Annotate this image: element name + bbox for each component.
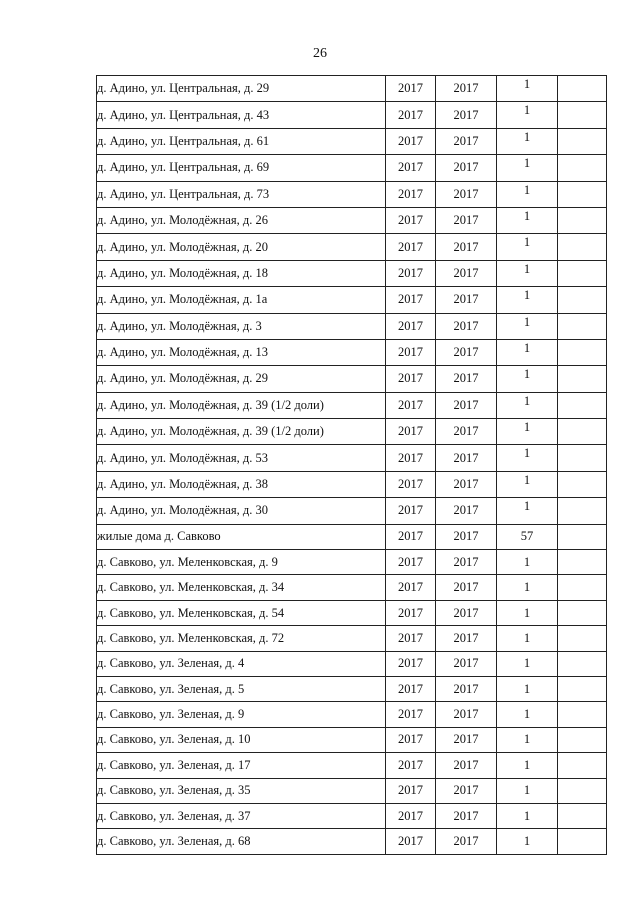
address-cell: д. Адино, ул. Молодёжная, д. 18 xyxy=(97,260,386,286)
note-cell xyxy=(558,727,607,752)
address-cell: д. Савково, ул. Зеленая, д. 37 xyxy=(97,803,386,828)
table-row xyxy=(97,366,607,392)
count-cell: 1 xyxy=(497,676,558,701)
address-cell: д. Савково, ул. Зеленая, д. 5 xyxy=(97,676,386,701)
table-row xyxy=(97,803,607,828)
year-end-cell: 2017 xyxy=(436,471,497,497)
count-cell: 1 xyxy=(497,313,558,339)
note-cell xyxy=(558,155,607,181)
note-cell xyxy=(558,753,607,778)
note-cell xyxy=(558,575,607,600)
year-start-cell: 2017 xyxy=(386,702,436,727)
note-cell xyxy=(558,524,607,549)
year-end-cell: 2017 xyxy=(436,803,497,828)
address-cell: д. Адино, ул. Центральная, д. 61 xyxy=(97,128,386,154)
address-cell: д. Адино, ул. Молодёжная, д. 39 (1/2 доли) xyxy=(97,419,386,445)
year-end-cell: 2017 xyxy=(436,575,497,600)
count-cell: 1 xyxy=(497,128,558,154)
year-end-cell: 2017 xyxy=(436,626,497,651)
year-start-cell: 2017 xyxy=(386,155,436,181)
note-cell xyxy=(558,778,607,803)
note-cell xyxy=(558,76,607,102)
note-cell xyxy=(558,445,607,471)
year-end-cell: 2017 xyxy=(436,207,497,233)
year-end-cell: 2017 xyxy=(436,676,497,701)
table-row xyxy=(97,234,607,260)
note-cell xyxy=(558,702,607,727)
address-cell: д. Савково, ул. Меленковская, д. 72 xyxy=(97,626,386,651)
count-cell: 1 xyxy=(497,471,558,497)
address-cell: д. Адино, ул. Молодёжная, д. 30 xyxy=(97,498,386,524)
address-cell: д. Савково, ул. Зеленая, д. 9 xyxy=(97,702,386,727)
table-row xyxy=(97,575,607,600)
count-cell: 1 xyxy=(497,575,558,600)
note-cell xyxy=(558,102,607,128)
table-row xyxy=(97,829,607,854)
year-end-cell: 2017 xyxy=(436,727,497,752)
year-end-cell: 2017 xyxy=(436,702,497,727)
address-cell: д. Савково, ул. Зеленая, д. 17 xyxy=(97,753,386,778)
note-cell xyxy=(558,600,607,625)
year-end-cell: 2017 xyxy=(436,287,497,313)
year-start-cell: 2017 xyxy=(386,626,436,651)
count-cell: 1 xyxy=(497,181,558,207)
note-cell xyxy=(558,676,607,701)
table-row xyxy=(97,102,607,128)
year-start-cell: 2017 xyxy=(386,260,436,286)
year-end-cell: 2017 xyxy=(436,498,497,524)
registry-table-body xyxy=(97,76,607,855)
count-cell: 1 xyxy=(497,829,558,854)
note-cell xyxy=(558,498,607,524)
year-end-cell: 2017 xyxy=(436,234,497,260)
table-row xyxy=(97,76,607,102)
year-end-cell: 2017 xyxy=(436,651,497,676)
table-row xyxy=(97,419,607,445)
count-cell: 1 xyxy=(497,234,558,260)
address-cell: д. Адино, ул. Молодёжная, д. 20 xyxy=(97,234,386,260)
note-cell xyxy=(558,651,607,676)
count-cell: 1 xyxy=(497,753,558,778)
year-end-cell: 2017 xyxy=(436,829,497,854)
note-cell xyxy=(558,181,607,207)
table-row xyxy=(97,392,607,418)
count-cell: 1 xyxy=(497,155,558,181)
table-row xyxy=(97,676,607,701)
note-cell xyxy=(558,626,607,651)
year-start-cell: 2017 xyxy=(386,366,436,392)
address-cell: д. Адино, ул. Молодёжная, д. 1а xyxy=(97,287,386,313)
count-cell: 1 xyxy=(497,366,558,392)
address-cell: д. Адино, ул. Молодёжная, д. 39 (1/2 доли) xyxy=(97,392,386,418)
table-row xyxy=(97,702,607,727)
year-end-cell: 2017 xyxy=(436,524,497,549)
year-start-cell: 2017 xyxy=(386,181,436,207)
year-start-cell: 2017 xyxy=(386,778,436,803)
year-start-cell: 2017 xyxy=(386,727,436,752)
count-cell: 1 xyxy=(497,287,558,313)
note-cell xyxy=(558,471,607,497)
note-cell xyxy=(558,260,607,286)
count-cell: 1 xyxy=(497,702,558,727)
year-start-cell: 2017 xyxy=(386,676,436,701)
table-row xyxy=(97,651,607,676)
address-cell: д. Адино, ул. Центральная, д. 43 xyxy=(97,102,386,128)
table-row xyxy=(97,445,607,471)
note-cell xyxy=(558,392,607,418)
year-start-cell: 2017 xyxy=(386,498,436,524)
address-cell: д. Савково, ул. Меленковская, д. 54 xyxy=(97,600,386,625)
year-start-cell: 2017 xyxy=(386,575,436,600)
year-start-cell: 2017 xyxy=(386,445,436,471)
table-row xyxy=(97,753,607,778)
address-cell: д. Савково, ул. Меленковская, д. 34 xyxy=(97,575,386,600)
table-row xyxy=(97,260,607,286)
year-end-cell: 2017 xyxy=(436,128,497,154)
table-row xyxy=(97,287,607,313)
note-cell xyxy=(558,287,607,313)
year-start-cell: 2017 xyxy=(386,471,436,497)
table-row xyxy=(97,128,607,154)
address-cell: д. Савково, ул. Зеленая, д. 4 xyxy=(97,651,386,676)
table-row xyxy=(97,727,607,752)
year-start-cell: 2017 xyxy=(386,287,436,313)
year-end-cell: 2017 xyxy=(436,753,497,778)
year-start-cell: 2017 xyxy=(386,651,436,676)
address-cell: д. Савково, ул. Зеленая, д. 35 xyxy=(97,778,386,803)
year-start-cell: 2017 xyxy=(386,76,436,102)
year-start-cell: 2017 xyxy=(386,128,436,154)
page-number: 26 xyxy=(313,46,327,61)
count-cell: 1 xyxy=(497,803,558,828)
year-start-cell: 2017 xyxy=(386,829,436,854)
year-start-cell: 2017 xyxy=(386,600,436,625)
table-row xyxy=(97,155,607,181)
year-end-cell: 2017 xyxy=(436,366,497,392)
count-cell: 1 xyxy=(497,626,558,651)
year-end-cell: 2017 xyxy=(436,181,497,207)
count-cell: 1 xyxy=(497,445,558,471)
year-end-cell: 2017 xyxy=(436,419,497,445)
count-cell: 1 xyxy=(497,498,558,524)
table-row xyxy=(97,600,607,625)
year-start-cell: 2017 xyxy=(386,234,436,260)
address-cell: д. Адино, ул. Центральная, д. 29 xyxy=(97,76,386,102)
address-cell: жилые дома д. Савково xyxy=(97,524,386,549)
table-row xyxy=(97,471,607,497)
count-cell: 1 xyxy=(497,419,558,445)
year-start-cell: 2017 xyxy=(386,339,436,365)
year-start-cell: 2017 xyxy=(386,207,436,233)
year-start-cell: 2017 xyxy=(386,313,436,339)
year-start-cell: 2017 xyxy=(386,550,436,575)
address-cell: д. Адино, ул. Молодёжная, д. 13 xyxy=(97,339,386,365)
year-start-cell: 2017 xyxy=(386,524,436,549)
note-cell xyxy=(558,234,607,260)
year-start-cell: 2017 xyxy=(386,419,436,445)
year-end-cell: 2017 xyxy=(436,155,497,181)
table-row xyxy=(97,339,607,365)
note-cell xyxy=(558,128,607,154)
note-cell xyxy=(558,313,607,339)
year-start-cell: 2017 xyxy=(386,753,436,778)
table-row xyxy=(97,524,607,549)
year-end-cell: 2017 xyxy=(436,600,497,625)
count-cell: 1 xyxy=(497,76,558,102)
count-cell: 1 xyxy=(497,651,558,676)
count-cell: 1 xyxy=(497,550,558,575)
count-cell: 1 xyxy=(497,207,558,233)
note-cell xyxy=(558,829,607,854)
address-cell: д. Савково, ул. Зеленая, д. 68 xyxy=(97,829,386,854)
table-row xyxy=(97,778,607,803)
year-end-cell: 2017 xyxy=(436,339,497,365)
table-row xyxy=(97,181,607,207)
year-end-cell: 2017 xyxy=(436,76,497,102)
note-cell xyxy=(558,207,607,233)
count-cell: 1 xyxy=(497,260,558,286)
address-cell: д. Савково, ул. Зеленая, д. 10 xyxy=(97,727,386,752)
count-cell: 57 xyxy=(497,524,558,549)
count-cell: 1 xyxy=(497,102,558,128)
address-cell: д. Савково, ул. Меленковская, д. 9 xyxy=(97,550,386,575)
year-end-cell: 2017 xyxy=(436,778,497,803)
year-end-cell: 2017 xyxy=(436,102,497,128)
count-cell: 1 xyxy=(497,727,558,752)
table-row xyxy=(97,313,607,339)
count-cell: 1 xyxy=(497,339,558,365)
table-row xyxy=(97,626,607,651)
year-start-cell: 2017 xyxy=(386,102,436,128)
year-end-cell: 2017 xyxy=(436,445,497,471)
table-row xyxy=(97,550,607,575)
registry-table xyxy=(96,75,607,855)
table-row xyxy=(97,498,607,524)
count-cell: 1 xyxy=(497,392,558,418)
address-cell: д. Адино, ул. Молодёжная, д. 3 xyxy=(97,313,386,339)
year-start-cell: 2017 xyxy=(386,392,436,418)
year-end-cell: 2017 xyxy=(436,260,497,286)
address-cell: д. Адино, ул. Молодёжная, д. 29 xyxy=(97,366,386,392)
year-start-cell: 2017 xyxy=(386,803,436,828)
address-cell: д. Адино, ул. Центральная, д. 69 xyxy=(97,155,386,181)
count-cell: 1 xyxy=(497,778,558,803)
year-end-cell: 2017 xyxy=(436,550,497,575)
note-cell xyxy=(558,339,607,365)
year-end-cell: 2017 xyxy=(436,392,497,418)
note-cell xyxy=(558,366,607,392)
note-cell xyxy=(558,803,607,828)
count-cell: 1 xyxy=(497,600,558,625)
address-cell: д. Адино, ул. Молодёжная, д. 38 xyxy=(97,471,386,497)
note-cell xyxy=(558,550,607,575)
note-cell xyxy=(558,419,607,445)
address-cell: д. Адино, ул. Молодёжная, д. 26 xyxy=(97,207,386,233)
address-cell: д. Адино, ул. Молодёжная, д. 53 xyxy=(97,445,386,471)
table-row xyxy=(97,207,607,233)
year-end-cell: 2017 xyxy=(436,313,497,339)
address-cell: д. Адино, ул. Центральная, д. 73 xyxy=(97,181,386,207)
